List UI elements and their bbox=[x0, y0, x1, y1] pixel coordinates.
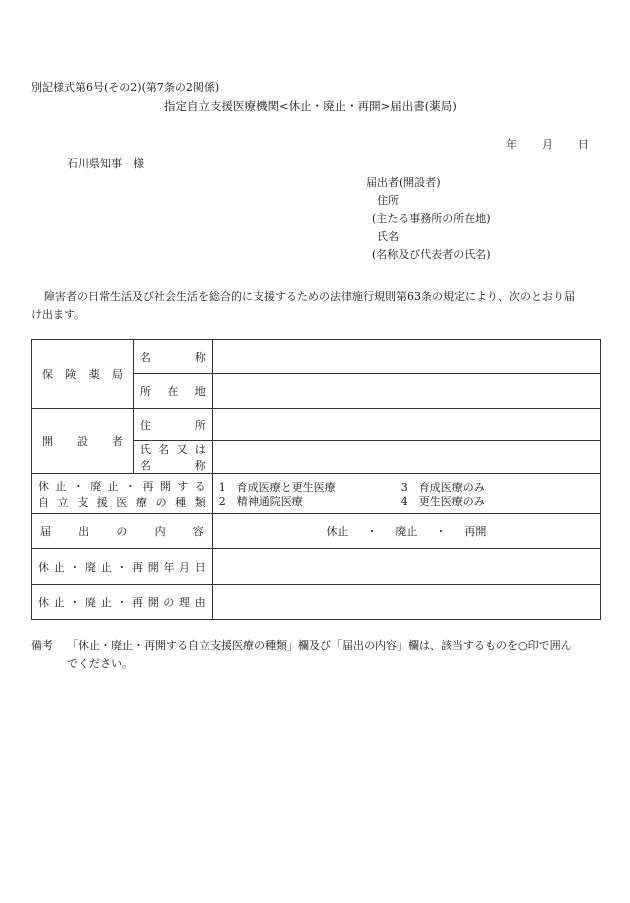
label-char: 年 bbox=[163, 560, 175, 574]
label-char: 名 bbox=[158, 443, 170, 456]
label-char: 止 bbox=[53, 596, 65, 609]
pharmacy-location-label bbox=[140, 383, 206, 399]
label-char: 称 bbox=[194, 459, 206, 472]
label-char: 者 bbox=[111, 435, 123, 448]
founder-name-label-line1 bbox=[140, 441, 206, 457]
type-options-row bbox=[219, 480, 594, 494]
label-char: ・ bbox=[116, 560, 128, 574]
pharmacy-group-char: 局 bbox=[111, 368, 123, 381]
founder-group-label bbox=[38, 433, 127, 449]
date-day: 日 bbox=[578, 138, 589, 151]
label-char: 休 bbox=[38, 479, 49, 493]
type-option-2[interactable]: 2 精神通院医療 bbox=[218, 494, 303, 508]
date-label-cell bbox=[32, 549, 213, 585]
form-title: 指定自立支援医療機関<休止・廃止・再開>届出書(薬局) bbox=[164, 99, 457, 113]
type-options-cell bbox=[212, 474, 600, 514]
content-option-abolish[interactable]: 廃止 bbox=[395, 525, 418, 538]
label-char: の bbox=[163, 596, 175, 609]
reason-field[interactable] bbox=[212, 585, 600, 620]
pharmacy-location-field[interactable] bbox=[212, 374, 600, 409]
label-char: ・ bbox=[116, 596, 128, 609]
label-char: 開 bbox=[147, 560, 159, 574]
type-label-line1 bbox=[38, 478, 206, 494]
body-text-line2: け出ます。 bbox=[31, 308, 86, 321]
table-row bbox=[32, 409, 601, 441]
label-char: ・ bbox=[72, 479, 84, 493]
label-char: 内 bbox=[154, 525, 166, 538]
label-char: 日 bbox=[194, 560, 206, 574]
body-text-line1: 障害者の日常生活及び社会生活を総合的に支援するための法律施行規則第63条の規定により、次のとおり届 bbox=[44, 290, 575, 303]
label-char: 名 bbox=[139, 350, 151, 364]
reason-label bbox=[38, 594, 206, 610]
content-options bbox=[213, 523, 600, 539]
content-label-cell bbox=[32, 514, 213, 549]
label-char: 止 bbox=[100, 596, 112, 609]
addressee: 石川県知事 様 bbox=[67, 157, 144, 170]
type-option-1[interactable]: 1 育成医療と更生医療 bbox=[218, 480, 336, 494]
label-char: 届 bbox=[40, 525, 51, 538]
label-char: の bbox=[116, 525, 128, 538]
pharmacy-name-label-cell bbox=[133, 340, 212, 374]
date-label bbox=[38, 559, 206, 575]
label-char: る bbox=[194, 479, 206, 493]
label-char: ・ bbox=[69, 596, 81, 609]
label-char: 開 bbox=[147, 596, 159, 609]
label-char: 廃 bbox=[85, 560, 97, 574]
label-char: 休 bbox=[38, 560, 49, 574]
remarks-label: 備考 bbox=[31, 639, 53, 652]
pharmacy-name-label bbox=[140, 349, 206, 365]
label-char: 休 bbox=[38, 596, 49, 609]
label-char: 立 bbox=[57, 495, 69, 509]
type-options-row bbox=[219, 494, 594, 508]
label-char: の bbox=[155, 495, 167, 509]
applicant-address-label: 住所 bbox=[377, 194, 399, 207]
content-option-suspend[interactable]: 休止 bbox=[326, 525, 349, 538]
content-separator: ・ bbox=[435, 525, 447, 538]
pharmacy-group-label bbox=[38, 366, 127, 382]
label-char: 地 bbox=[194, 385, 206, 398]
reason-label-cell bbox=[32, 585, 213, 620]
type-option-4[interactable]: 4 更生医療のみ bbox=[400, 494, 485, 508]
label-char: 療 bbox=[135, 495, 147, 509]
remarks-line2: でください。 bbox=[67, 657, 133, 670]
label-char: 廃 bbox=[85, 596, 97, 609]
pharmacy-group-cell bbox=[32, 340, 134, 409]
founder-name-field[interactable] bbox=[212, 441, 600, 474]
founder-name-label-cell bbox=[133, 441, 212, 474]
founder-address-field[interactable] bbox=[212, 409, 600, 441]
label-char: 出 bbox=[78, 525, 90, 538]
content-option-resume[interactable]: 再開 bbox=[464, 525, 487, 538]
label-char: 医 bbox=[116, 495, 128, 509]
label-char: は bbox=[194, 443, 206, 456]
remarks-line1: 「休止・廃止・再開する自立支援医療の種類」欄及び「届出の内容」欄は、該当するものを○印で囲ん bbox=[67, 639, 572, 652]
label-char: 称 bbox=[194, 350, 206, 364]
founder-name-label-line2 bbox=[140, 457, 206, 473]
date-field[interactable] bbox=[212, 549, 600, 585]
label-char: 又 bbox=[176, 443, 188, 456]
table-row bbox=[32, 340, 601, 374]
content-options-cell bbox=[212, 514, 600, 549]
pharmacy-group-char: 険 bbox=[65, 368, 77, 381]
label-char: す bbox=[177, 479, 189, 493]
applicant-label: 届出者(開設者) bbox=[366, 176, 441, 189]
form-id: 別記様式第6号(その2)(第7条の2関係) bbox=[31, 81, 220, 94]
label-char: 廃 bbox=[90, 479, 102, 493]
label-char: ・ bbox=[125, 479, 137, 493]
founder-address-label bbox=[140, 417, 206, 433]
label-char: 由 bbox=[194, 596, 206, 609]
label-char: 再 bbox=[132, 596, 144, 609]
table-row bbox=[32, 474, 601, 514]
applicant-address-note: (主たる事務所の所在地) bbox=[372, 212, 491, 225]
date-month: 月 bbox=[542, 138, 553, 151]
label-char: 在 bbox=[167, 385, 179, 398]
table-row bbox=[32, 585, 601, 620]
type-option-3[interactable]: 3 育成医療のみ bbox=[400, 480, 485, 494]
founder-group-cell bbox=[32, 409, 134, 474]
label-char: 援 bbox=[96, 495, 108, 509]
table-row bbox=[32, 514, 601, 549]
pharmacy-group-char: 保 bbox=[42, 368, 53, 381]
label-char: 所 bbox=[139, 385, 151, 398]
label-char: 氏 bbox=[139, 443, 151, 456]
label-char: 自 bbox=[38, 495, 49, 509]
applicant-name-note: (名称及び代表者の氏名) bbox=[372, 248, 491, 261]
label-char: ・ bbox=[69, 560, 81, 574]
label-char: 止 bbox=[100, 560, 112, 574]
date-year: 年 bbox=[506, 138, 517, 151]
label-char: 類 bbox=[194, 495, 206, 509]
label-char: 理 bbox=[179, 596, 191, 609]
label-char: 止 bbox=[107, 479, 119, 493]
label-char: 開 bbox=[159, 479, 171, 493]
type-label-line2 bbox=[38, 494, 206, 510]
label-char: 支 bbox=[77, 495, 89, 509]
label-char: 種 bbox=[175, 495, 187, 509]
label-char: 住 bbox=[139, 418, 151, 432]
label-char: 月 bbox=[179, 560, 191, 574]
label-char: 再 bbox=[132, 560, 144, 574]
label-char: 再 bbox=[142, 479, 154, 493]
label-char: 止 bbox=[53, 560, 65, 574]
pharmacy-location-label-cell bbox=[133, 374, 212, 409]
label-char: 所 bbox=[194, 418, 206, 432]
label-char: 開 bbox=[42, 435, 53, 448]
founder-address-label-cell bbox=[133, 409, 212, 441]
notification-table bbox=[31, 339, 601, 620]
type-label-cell bbox=[32, 474, 213, 514]
label-char: 止 bbox=[55, 479, 67, 493]
applicant-name-label: 氏名 bbox=[377, 230, 399, 243]
label-char: 容 bbox=[192, 525, 204, 538]
pharmacy-name-field[interactable] bbox=[212, 340, 600, 374]
content-separator: ・ bbox=[366, 525, 378, 538]
content-label bbox=[38, 523, 206, 539]
label-char: 名 bbox=[139, 459, 151, 472]
label-char: 設 bbox=[76, 435, 88, 448]
pharmacy-group-char: 薬 bbox=[88, 368, 100, 381]
table-row bbox=[32, 549, 601, 585]
